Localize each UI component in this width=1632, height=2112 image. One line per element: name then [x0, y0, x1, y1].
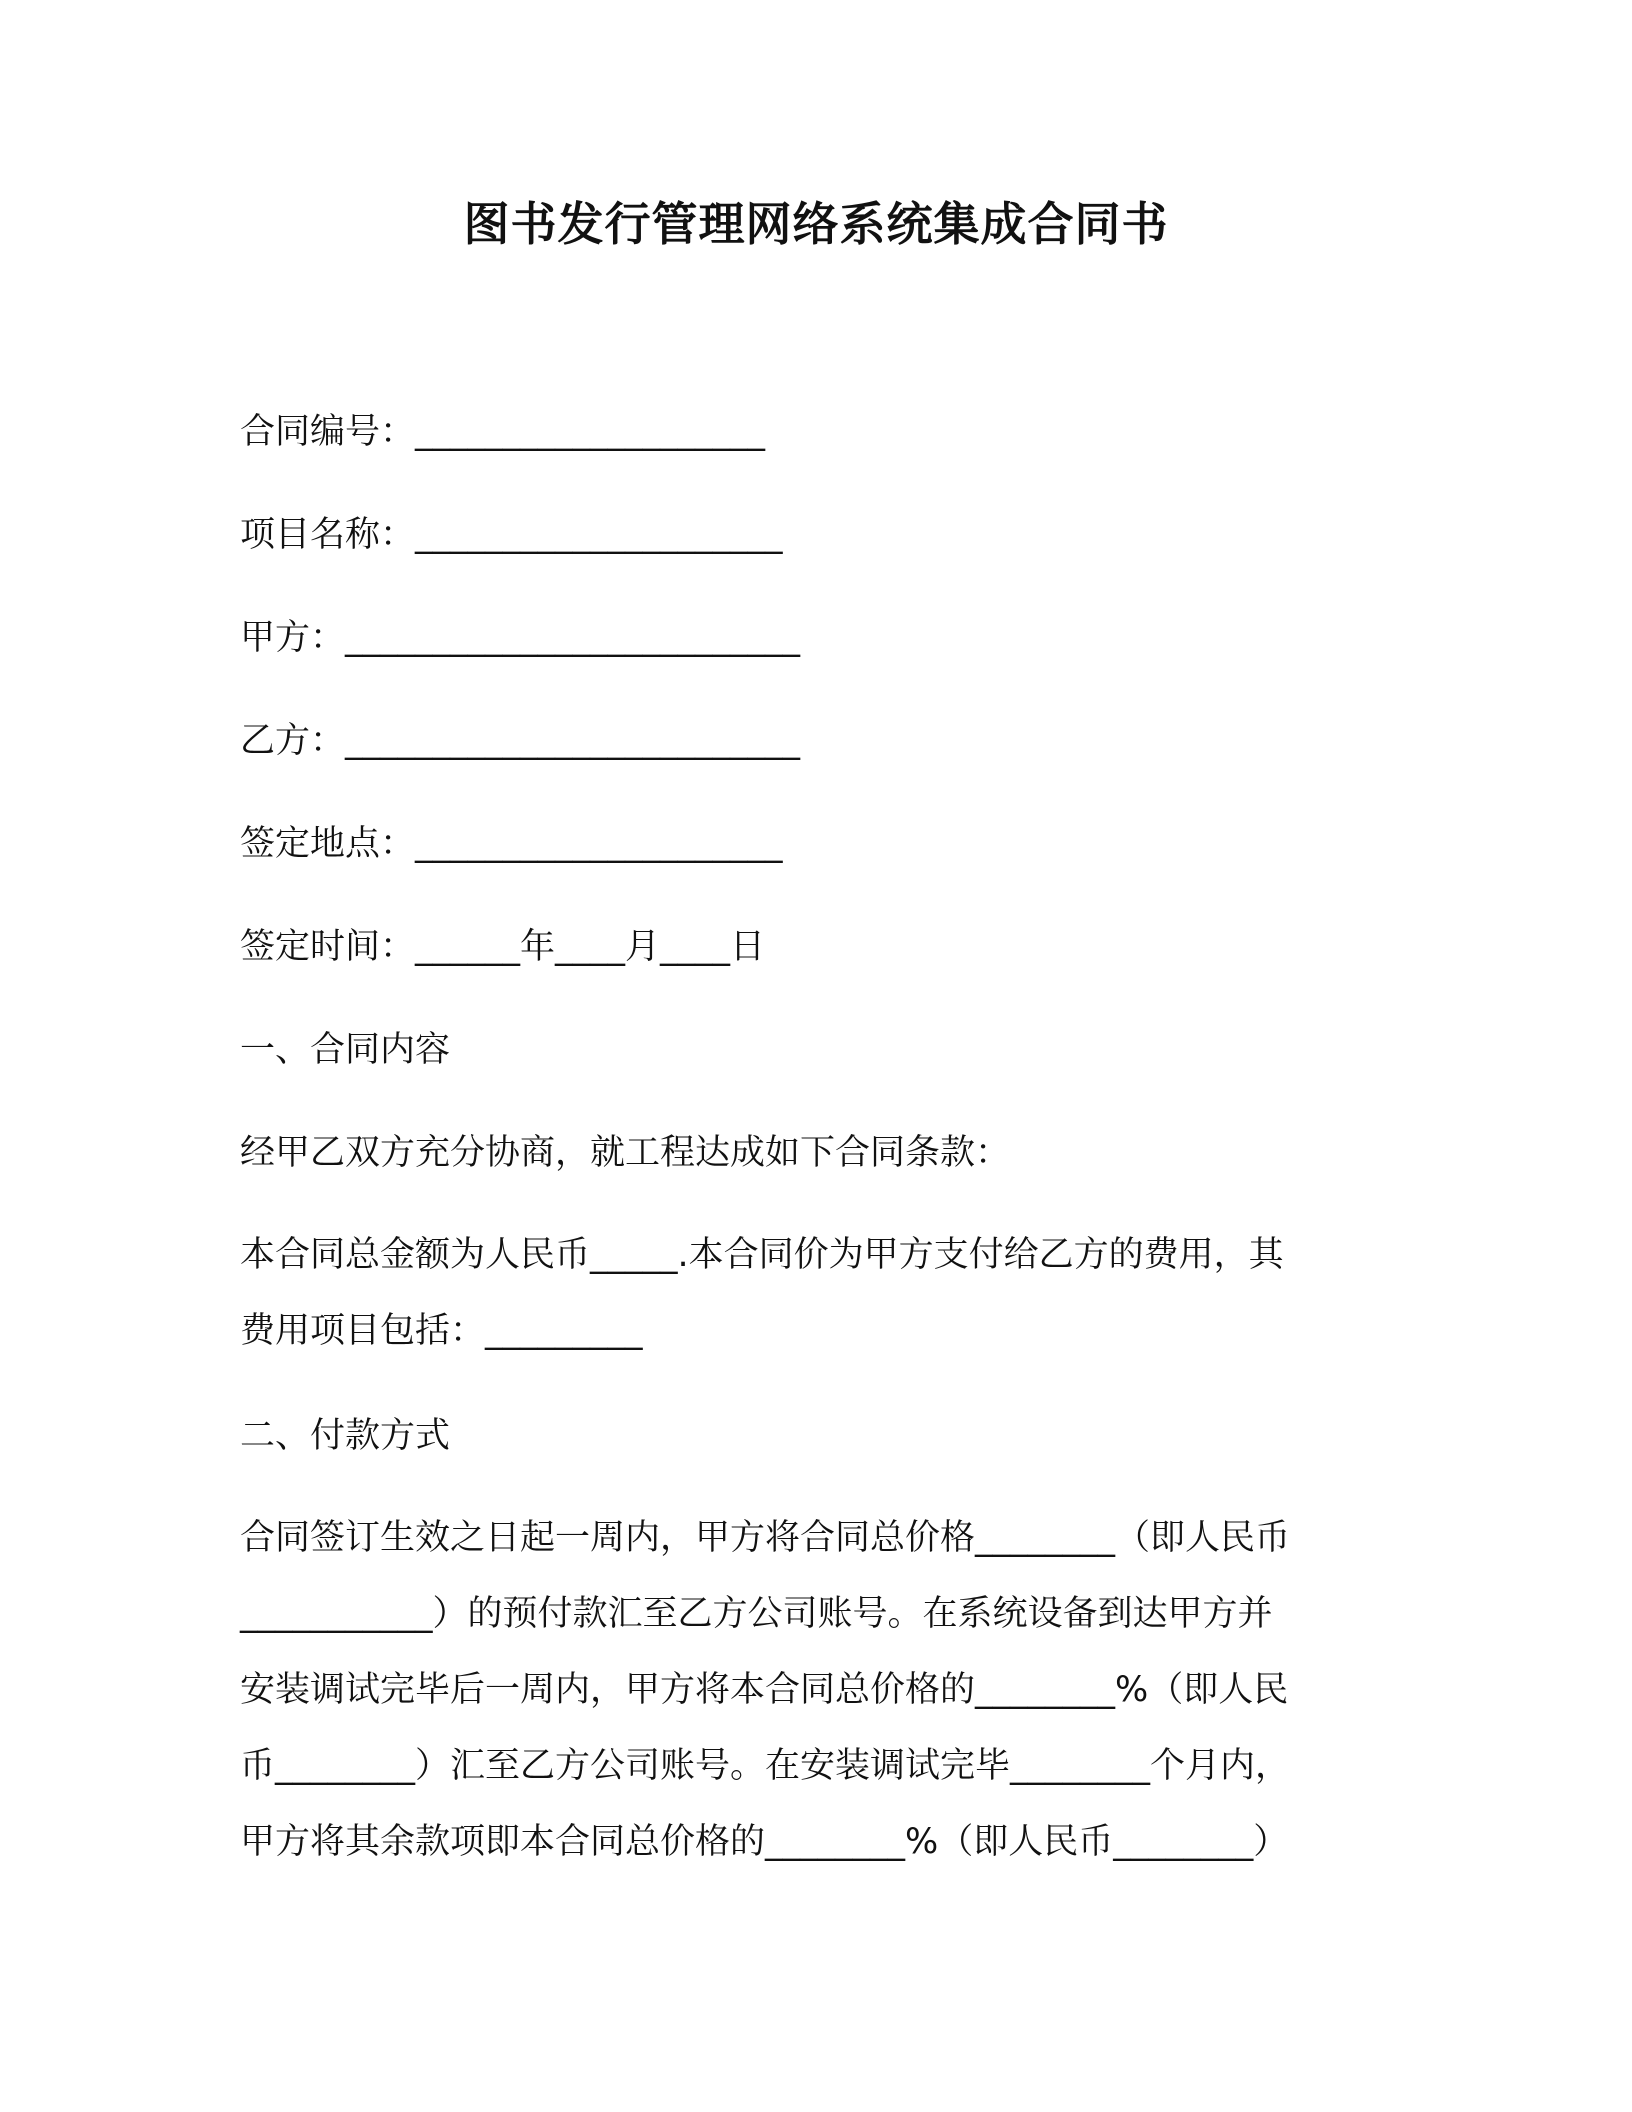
document-title: 图书发行管理网络系统集成合同书: [463, 197, 1169, 251]
signing-time-field: 签定时间：______年____月____日: [240, 927, 766, 967]
paragraph-line: 本合同总金额为人民币_____.本合同价为甲方支付给乙方的费用，其: [240, 1235, 1284, 1275]
contract-number-field: 合同编号：____________________: [240, 412, 766, 452]
paragraph-line: ___________）的预付款汇至乙方公司账号。在系统设备到达甲方并: [240, 1594, 1273, 1634]
paragraph-line: 费用项目包括：_________: [240, 1311, 643, 1351]
party-a-field: 甲方：__________________________: [240, 618, 801, 658]
payment-terms-paragraph: [240, 1500, 1390, 1880]
paragraph-line: 甲方将其余款项即本合同总价格的________%（即人民币________）: [240, 1822, 1289, 1862]
contract-amount-paragraph: [240, 1217, 1390, 1369]
paragraph-line: 安装调试完毕后一周内，甲方将本合同总价格的________%（即人民: [240, 1670, 1289, 1710]
section-1-intro: 经甲乙双方充分协商，就工程达成如下合同条款：: [240, 1133, 1011, 1173]
signing-place-field: 签定地点：_____________________: [240, 824, 783, 864]
section-2-heading: 二、付款方式: [240, 1416, 451, 1456]
party-b-field: 乙方：__________________________: [240, 721, 801, 761]
project-name-field: 项目名称：_____________________: [240, 515, 783, 555]
section-1-heading: 一、合同内容: [240, 1030, 451, 1070]
paragraph-line: 币________）汇至乙方公司账号。在安装调试完毕________个月内，: [240, 1746, 1291, 1786]
paragraph-line: 合同签订生效之日起一周内，甲方将合同总价格________（即人民币: [240, 1518, 1291, 1558]
